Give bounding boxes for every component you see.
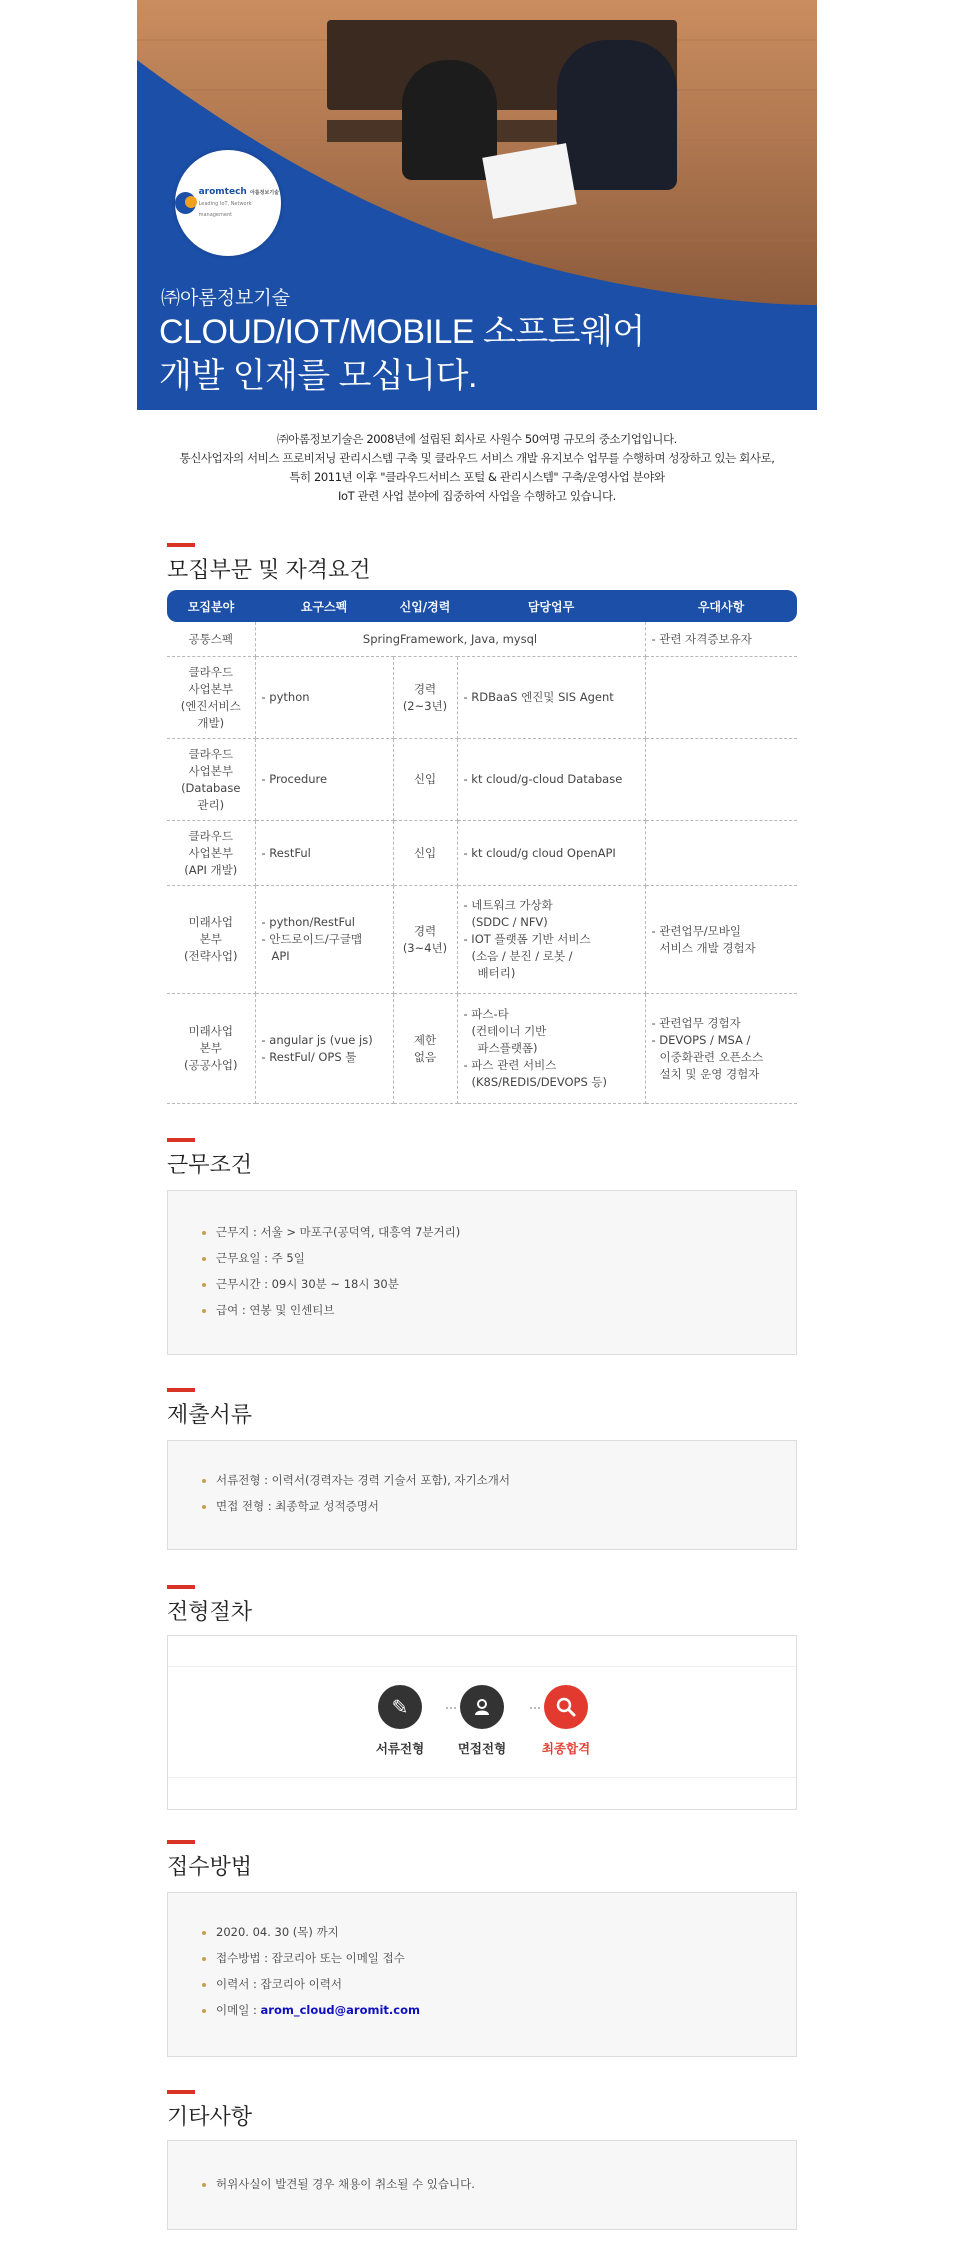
section-title: 기타사항 [167,2104,253,2129]
section-documents-heading [167,1388,797,1429]
table-header: 담당업무 [457,590,645,622]
recruit-table [167,590,797,1104]
section-recruit-heading [167,543,797,584]
cell-spec: - angular js (vue js) - RestFul/ OPS 툴 [255,994,393,1104]
logo-name: aromtech [198,186,247,197]
documents-box [167,1440,797,1550]
intro-line: ㈜아롬정보기술은 2008년에 설립된 회사로 사원수 50여명 규모의 중소기업입니다. [277,432,677,446]
hero-title-line2: 개발 인재를 모십니다. [159,357,477,395]
cell-spec: - python [255,657,393,739]
cell-spec: - RestFul [255,821,393,886]
list-item: 근무시간 : 09시 30분 ~ 18시 30분 [202,1271,796,1297]
cell-field: 미래사업 본부 (전략사업) [167,886,255,994]
cell-duty: - kt cloud/g cloud OpenAPI [457,821,645,886]
search-icon [544,1685,588,1729]
section-etc-heading [167,2090,797,2131]
process-step [360,1685,440,1757]
hero-title-line1: CLOUD/IOT/MOBILE 소프트웨어 [159,313,645,351]
cell-spec: - python/RestFul - 안드로이드/구글맵 API [255,886,393,994]
cell-pref [645,657,797,739]
cell-career: 제한 없음 [393,994,457,1104]
list-item: 서류전형 : 이력서(경력자는 경력 기술서 포함), 자기소개서 [202,1467,796,1493]
cell-field: 공통스펙 [167,622,255,657]
list-item: 급여 : 연봉 및 인센티브 [202,1297,796,1323]
etc-box [167,2140,797,2230]
apply-box [167,1892,797,2057]
cell-duty: - kt cloud/g-cloud Database [457,739,645,821]
conditions-box [167,1190,797,1355]
process-step [526,1685,606,1757]
section-title: 근무조건 [167,1152,253,1177]
page [137,0,817,2191]
intro-line: 통신사업자의 서비스 프로비저닝 관리시스템 구축 및 클라우드 서비스 개발 유지보수 업무를 수행하며 성장하고 있는 회사로, [179,451,775,465]
section-title: 제출서류 [167,1402,253,1427]
section-title: 전형절차 [167,1599,253,1624]
table-header: 우대사항 [645,590,797,622]
etc-list [202,2171,796,2197]
table-header: 신입/경력 [393,590,457,622]
logo-tagline: Leading IoT, Network management [198,200,252,218]
section-accent-bar [167,1840,195,1844]
cell-career: 경력 (2~3년) [393,657,457,739]
logo-sub-kr: 아롬정보기술 [249,189,279,196]
cell-pref [645,821,797,886]
email-link[interactable]: arom_cloud@aromit.com [260,2003,420,2017]
cell-pref: - 관련업무/모바일 서비스 개발 경험자 [645,886,797,994]
step-label: 면접전형 [457,1741,507,1756]
table-row [167,657,797,739]
list-item: 면접 전형 : 최종학교 성적증명서 [202,1493,796,1519]
company-intro [137,430,817,506]
section-accent-bar [167,1388,195,1392]
hero-title [159,310,645,398]
cell-pref: - 관련 자격증보유자 [645,622,797,657]
section-conditions-heading [167,1138,797,1179]
section-process-heading [167,1585,797,1626]
cell-duty: - 네트워크 가상화 (SDDC / NFV) - IOT 플랫폼 기반 서비스 (소음 / 분진 / 로봇 / 배터리) [457,886,645,994]
cell-common-spec: SpringFramework, Java, mysql [255,622,645,657]
cell-career: 신입 [393,739,457,821]
cell-career: 경력 (3~4년) [393,886,457,994]
pencil-icon: ✎ [378,1685,422,1729]
section-accent-bar [167,1138,195,1142]
cell-duty: - RDBaaS 엔진및 SIS Agent [457,657,645,739]
list-item: 근무지 : 서울 > 마포구(공덕역, 대흥역 7분거리) [202,1219,796,1245]
table-header-row [167,590,797,622]
logo-mark-icon [175,192,196,214]
cell-field: 미래사업 본부 (공공사업) [167,994,255,1104]
table-row [167,886,797,994]
list-item: 2020. 04. 30 (목) 까지 [202,1919,796,1945]
email-label: 이메일 : [216,2003,261,2017]
intro-line: IoT 관련 사업 분야에 집중하여 사업을 수행하고 있습니다. [338,489,616,503]
table-header: 요구스펙 [255,590,393,622]
section-accent-bar [167,1585,195,1589]
process-step [442,1685,522,1757]
cell-pref: - 관련업무 경험자 - DEVOPS / MSA / 이중화관련 오픈소스 설치 및 운영 경험자 [645,994,797,1104]
intro-line: 특히 2011년 이후 "클라우드서비스 포털 & 관리시스템" 구축/운영사업 분야와 [289,470,665,484]
list-item: 근무요일 : 주 5일 [202,1245,796,1271]
cell-career: 신입 [393,821,457,886]
table-header: 모집분야 [167,590,255,622]
hero-banner [137,0,817,410]
table-row [167,994,797,1104]
apply-list [202,1919,796,2023]
cell-field: 클라우드 사업본부 (엔진서비스 개발) [167,657,255,739]
list-item: 접수방법 : 잡코리아 또는 이메일 접수 [202,1945,796,1971]
cell-duty: - 파스-타 (컨테이너 기반 파스플랫폼) - 파스 관련 서비스 (K8S/REDIS/DEVOPS 등) [457,994,645,1104]
cell-field: 클라우드 사업본부 (Database 관리) [167,739,255,821]
list-item: 이력서 : 잡코리아 이력서 [202,1971,796,1997]
step-label: 서류전형 [375,1741,425,1756]
section-title: 접수방법 [167,1854,253,1879]
list-item: 허위사실이 발견될 경우 채용이 취소될 수 있습니다. [202,2171,796,2197]
conditions-list [202,1219,796,1323]
section-accent-bar [167,543,195,547]
process-steps [168,1666,796,1778]
table-row [167,739,797,821]
list-item-email [202,1997,796,2023]
company-logo [175,150,281,256]
section-accent-bar [167,2090,195,2094]
cell-field: 클라우드 사업본부 (API 개발) [167,821,255,886]
process-box [167,1635,797,1810]
table-row [167,622,797,657]
section-title: 모집부문 및 자격요건 [167,557,371,582]
cell-pref [645,739,797,821]
cell-spec: - Procedure [255,739,393,821]
step-label: 최종합격 [541,1741,591,1756]
hero-company-name: ㈜아롬정보기술 [161,288,291,309]
documents-list [202,1467,796,1519]
section-apply-heading [167,1840,797,1881]
table-row [167,821,797,886]
person-icon [460,1685,504,1729]
